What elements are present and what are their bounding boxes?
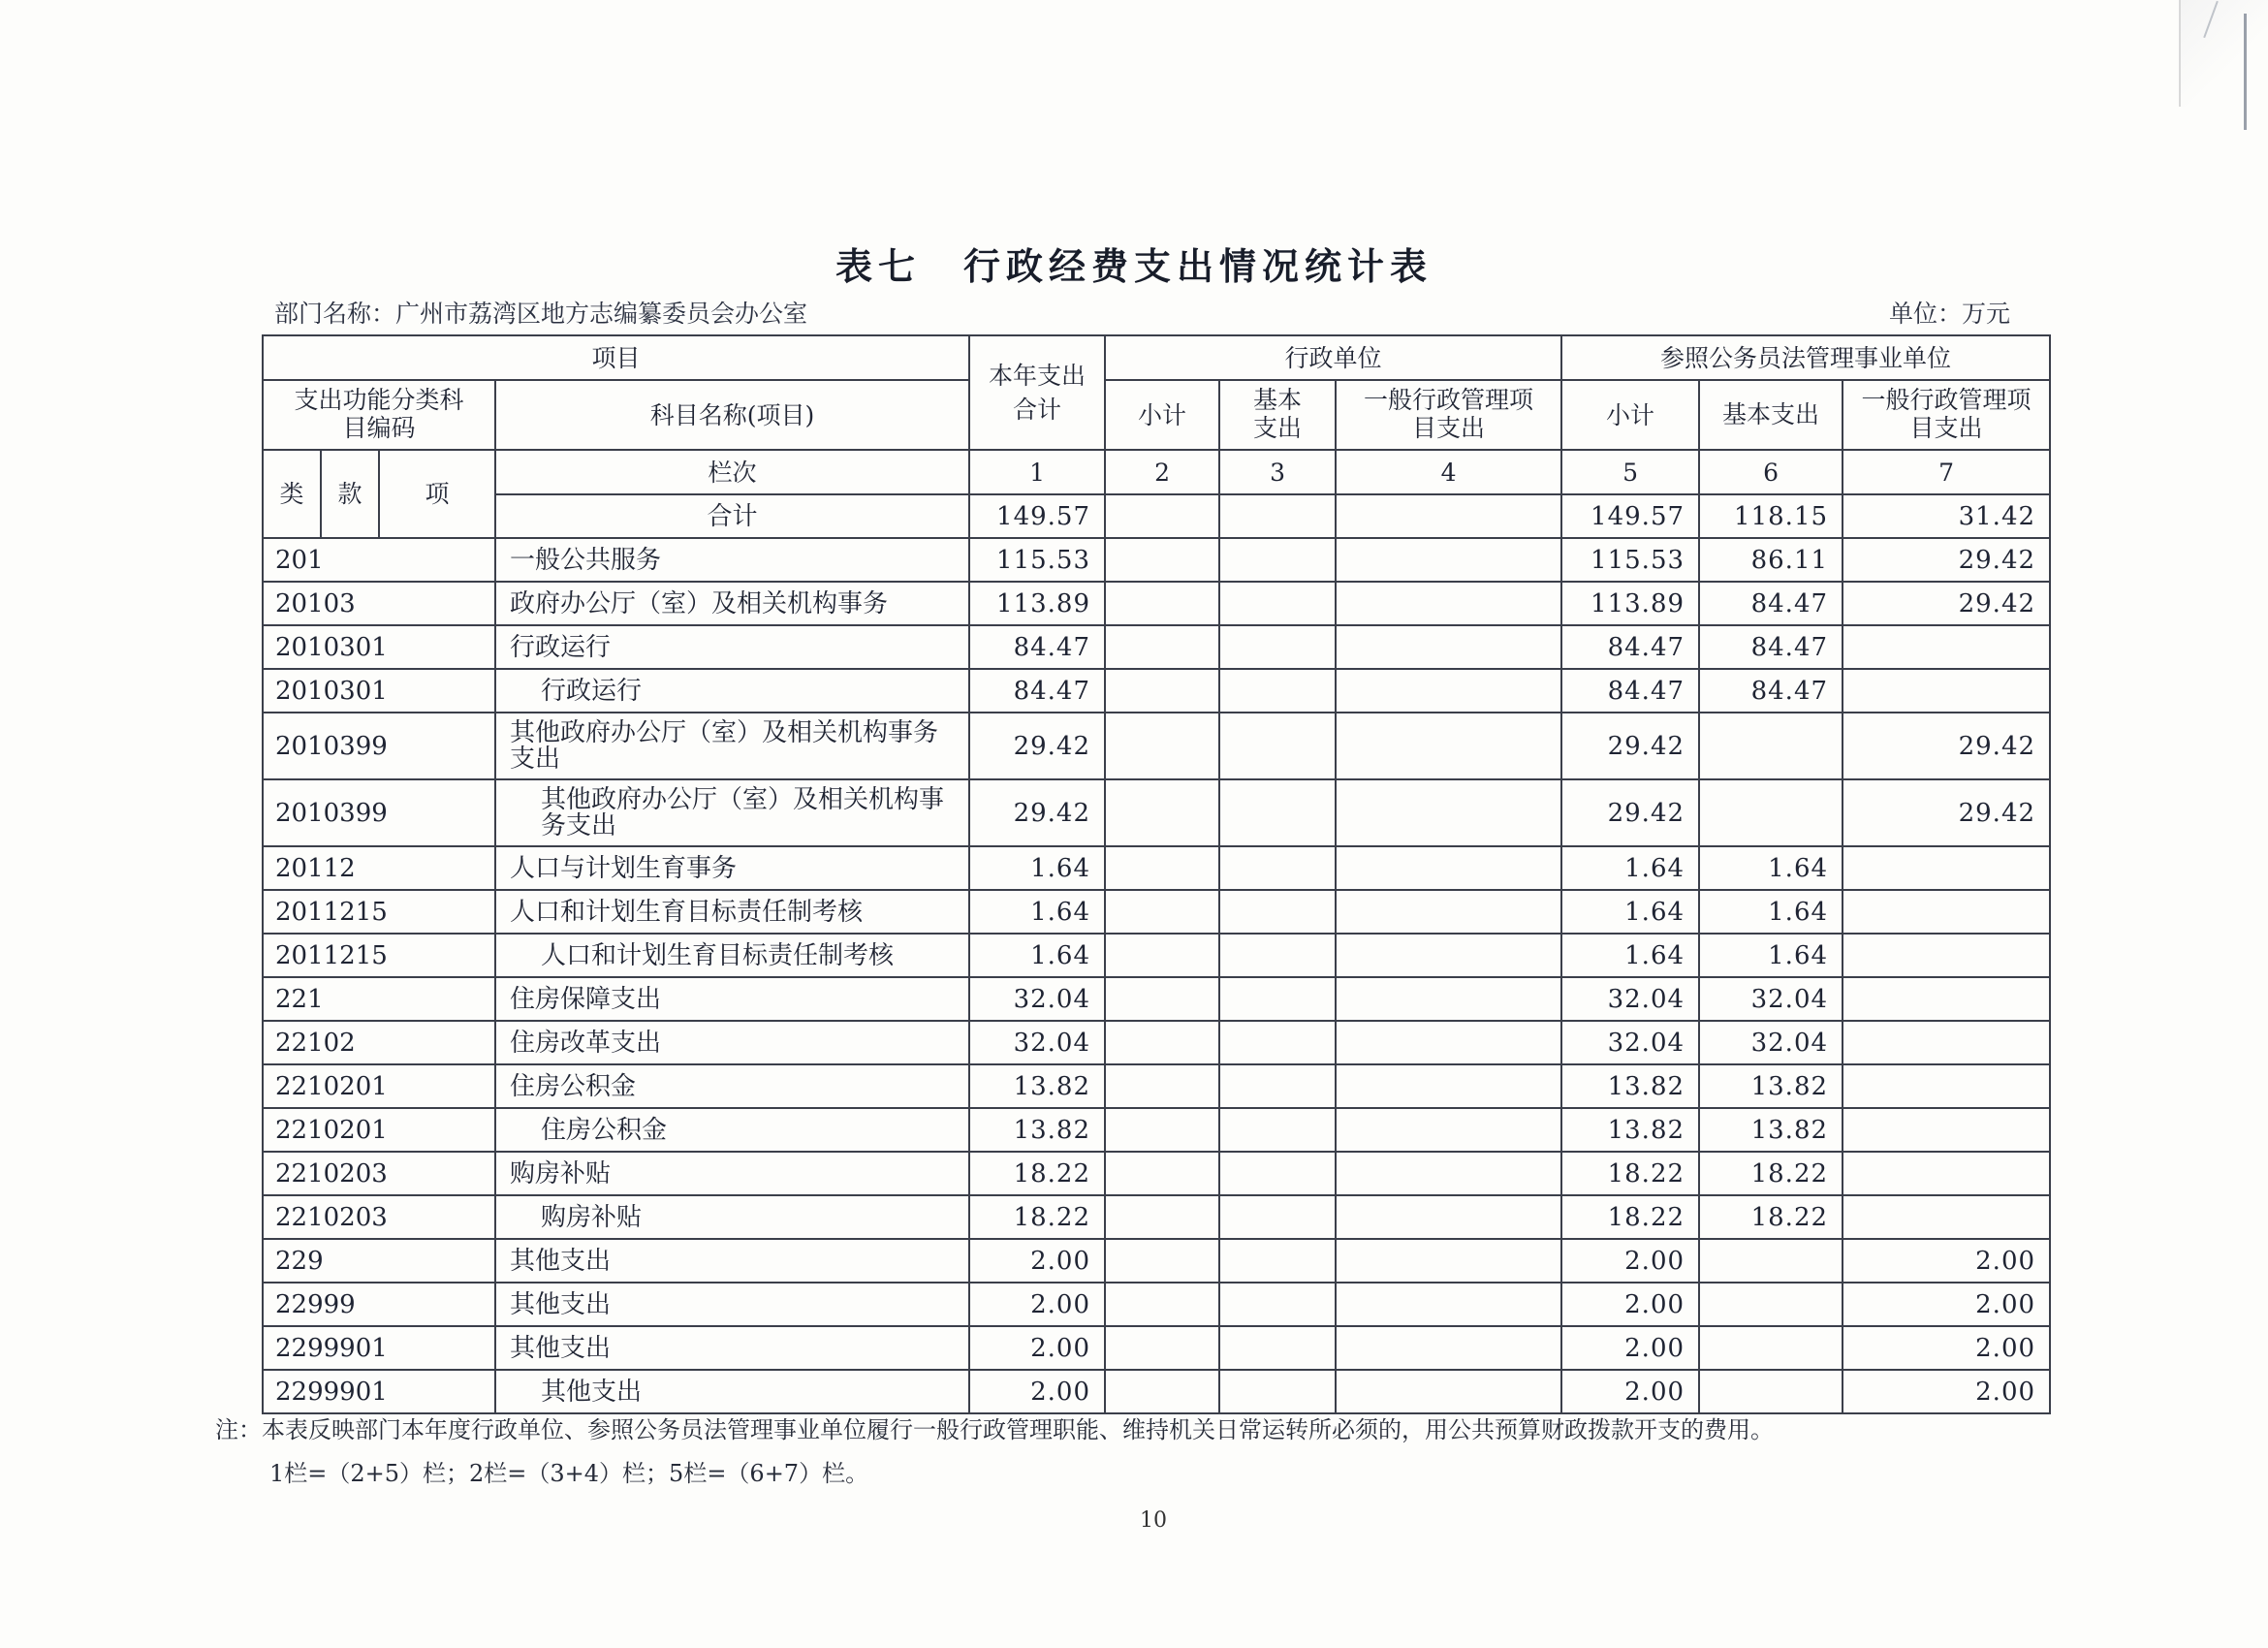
row-c3 (1219, 1370, 1336, 1413)
header-kuan: 款 (321, 450, 379, 538)
column-order-row (263, 450, 2050, 494)
table-row (263, 1108, 2050, 1152)
row-c5: 32.04 (1561, 977, 1699, 1021)
row-name: 住房公积金 (495, 1108, 969, 1152)
row-name: 人口和计划生育目标责任制考核 (495, 890, 969, 934)
header-lei: 类 (263, 450, 321, 538)
row-c6: 1.64 (1699, 934, 1843, 977)
row-c1: 2.00 (969, 1326, 1105, 1370)
table-row (263, 846, 2050, 890)
header-ref-units: 参照公务员法管理事业单位 (1561, 335, 2050, 380)
row-name: 住房保障支出 (495, 977, 969, 1021)
row-c2 (1105, 713, 1219, 779)
row-c6 (1699, 1326, 1843, 1370)
row-c1: 1.64 (969, 846, 1105, 890)
row-name: 人口和计划生育目标责任制考核 (495, 934, 969, 977)
row-c1: 18.22 (969, 1152, 1105, 1195)
row-c1: 29.42 (969, 779, 1105, 846)
scan-edge-mark (2244, 14, 2247, 130)
row-c2 (1105, 1370, 1219, 1413)
row-c5: 1.64 (1561, 846, 1699, 890)
row-c5: 29.42 (1561, 713, 1699, 779)
row-c5: 13.82 (1561, 1064, 1699, 1108)
row-c5: 18.22 (1561, 1195, 1699, 1239)
row-c4 (1336, 1283, 1561, 1326)
row-name: 行政运行 (495, 669, 969, 713)
header-row-1 (263, 335, 2050, 380)
row-c6 (1699, 779, 1843, 846)
table-row (263, 538, 2050, 582)
page-number: 10 (1140, 1508, 1167, 1533)
total-c3 (1219, 494, 1336, 538)
row-c2 (1105, 1152, 1219, 1195)
row-c5: 2.00 (1561, 1239, 1699, 1283)
footnote: 注：本表反映部门本年度行政单位、参照公务员法管理事业单位履行一般行政管理职能、维持机关日常运转所必须的，用公共预算财政拨款开支的费用。 (215, 1416, 1774, 1443)
column-number: 1 (969, 450, 1105, 494)
row-code: 2210201 (263, 1108, 495, 1152)
row-c3 (1219, 1326, 1336, 1370)
row-code: 2010399 (263, 779, 495, 846)
table-row (263, 625, 2050, 669)
row-c6 (1699, 1239, 1843, 1283)
row-c7 (1843, 977, 2050, 1021)
row-c1: 32.04 (969, 1021, 1105, 1064)
row-c6: 86.11 (1699, 538, 1843, 582)
row-c2 (1105, 1064, 1219, 1108)
row-c7 (1843, 1152, 2050, 1195)
row-name: 政府办公厅（室）及相关机构事务 (495, 582, 969, 625)
table-row (263, 582, 2050, 625)
row-c7: 2.00 (1843, 1370, 2050, 1413)
row-c6: 1.64 (1699, 890, 1843, 934)
row-c2 (1105, 779, 1219, 846)
row-c3 (1219, 846, 1336, 890)
header-subtotal-ref: 小计 (1561, 380, 1699, 450)
row-c7: 29.42 (1843, 582, 2050, 625)
row-c3 (1219, 890, 1336, 934)
row-c6: 84.47 (1699, 582, 1843, 625)
row-c1: 13.82 (969, 1064, 1105, 1108)
row-c6 (1699, 713, 1843, 779)
row-c3 (1219, 1283, 1336, 1326)
row-c4 (1336, 582, 1561, 625)
table-row (263, 934, 2050, 977)
row-code: 2299901 (263, 1370, 495, 1413)
row-name: 其他支出 (495, 1283, 969, 1326)
row-c6: 13.82 (1699, 1108, 1843, 1152)
row-c5: 13.82 (1561, 1108, 1699, 1152)
row-c4 (1336, 1239, 1561, 1283)
row-c2 (1105, 934, 1219, 977)
row-c2 (1105, 1239, 1219, 1283)
row-code: 201 (263, 538, 495, 582)
table-row (263, 669, 2050, 713)
row-c4 (1336, 1021, 1561, 1064)
column-order-label: 栏次 (495, 450, 969, 494)
row-c5: 32.04 (1561, 1021, 1699, 1064)
row-name: 行政运行 (495, 625, 969, 669)
row-c3 (1219, 582, 1336, 625)
row-c4 (1336, 625, 1561, 669)
row-c1: 29.42 (969, 713, 1105, 779)
row-c3 (1219, 1195, 1336, 1239)
row-c6: 32.04 (1699, 977, 1843, 1021)
row-c1: 1.64 (969, 890, 1105, 934)
row-c2 (1105, 846, 1219, 890)
table-row (263, 1326, 2050, 1370)
column-number: 7 (1843, 450, 2050, 494)
unit-label: 单位：万元 (1889, 300, 2011, 328)
row-c7: 29.42 (1843, 538, 2050, 582)
header-code: 支出功能分类科目编码 (263, 380, 495, 450)
total-c6: 118.15 (1699, 494, 1843, 538)
table-row (263, 1195, 2050, 1239)
row-c4 (1336, 1326, 1561, 1370)
row-c4 (1336, 669, 1561, 713)
row-name: 其他支出 (495, 1239, 969, 1283)
row-c7 (1843, 625, 2050, 669)
department-name: 部门名称：广州市荔湾区地方志编纂委员会办公室 (274, 300, 808, 328)
row-c1: 84.47 (969, 625, 1105, 669)
row-c4 (1336, 1195, 1561, 1239)
row-c6: 84.47 (1699, 625, 1843, 669)
header-xiang: 项 (379, 450, 495, 538)
row-c2 (1105, 1108, 1219, 1152)
table-row (263, 1239, 2050, 1283)
row-c3 (1219, 625, 1336, 669)
row-c1: 84.47 (969, 669, 1105, 713)
header-general-ref: 一般行政管理项目支出 (1843, 380, 2050, 450)
row-c6 (1699, 1283, 1843, 1326)
row-c5: 115.53 (1561, 538, 1699, 582)
table-row (263, 1021, 2050, 1064)
row-c4 (1336, 890, 1561, 934)
row-code: 22102 (263, 1021, 495, 1064)
row-code: 2011215 (263, 890, 495, 934)
row-name: 其他支出 (495, 1370, 969, 1413)
row-c7: 29.42 (1843, 779, 2050, 846)
row-c3 (1219, 538, 1336, 582)
row-c4 (1336, 846, 1561, 890)
row-c1: 2.00 (969, 1283, 1105, 1326)
row-c4 (1336, 713, 1561, 779)
row-c4 (1336, 934, 1561, 977)
row-c1: 113.89 (969, 582, 1105, 625)
header-basic-admin: 基本支出 (1219, 380, 1336, 450)
row-code: 22999 (263, 1283, 495, 1326)
row-c7: 2.00 (1843, 1283, 2050, 1326)
row-c2 (1105, 625, 1219, 669)
row-c6: 13.82 (1699, 1064, 1843, 1108)
column-number: 6 (1699, 450, 1843, 494)
row-c3 (1219, 1021, 1336, 1064)
row-code: 2210201 (263, 1064, 495, 1108)
row-c5: 1.64 (1561, 890, 1699, 934)
row-c4 (1336, 779, 1561, 846)
row-c4 (1336, 1108, 1561, 1152)
expenditure-table (262, 334, 2051, 1414)
header-basic-ref: 基本支出 (1699, 380, 1843, 450)
row-c3 (1219, 1064, 1336, 1108)
row-c3 (1219, 1152, 1336, 1195)
row-c1: 115.53 (969, 538, 1105, 582)
column-number: 3 (1219, 450, 1336, 494)
row-c4 (1336, 538, 1561, 582)
row-name: 购房补贴 (495, 1152, 969, 1195)
row-c5: 84.47 (1561, 625, 1699, 669)
row-c6: 32.04 (1699, 1021, 1843, 1064)
header-subtotal-admin: 小计 (1105, 380, 1219, 450)
table-row (263, 977, 2050, 1021)
row-c2 (1105, 1021, 1219, 1064)
total-label: 合计 (495, 494, 969, 538)
row-name: 人口与计划生育事务 (495, 846, 969, 890)
row-name: 一般公共服务 (495, 538, 969, 582)
row-c2 (1105, 1195, 1219, 1239)
header-row-2 (263, 380, 2050, 450)
row-c6 (1699, 1370, 1843, 1413)
table-row (263, 1152, 2050, 1195)
row-code: 2010399 (263, 713, 495, 779)
row-c7: 29.42 (1843, 713, 2050, 779)
header-name: 科目名称(项目) (495, 380, 969, 450)
column-number: 5 (1561, 450, 1699, 494)
row-c5: 2.00 (1561, 1326, 1699, 1370)
scanned-page-corner (2179, 0, 2268, 107)
table-row (263, 1370, 2050, 1413)
total-c2 (1105, 494, 1219, 538)
total-row (263, 494, 2050, 538)
row-c3 (1219, 1108, 1336, 1152)
row-c5: 2.00 (1561, 1283, 1699, 1326)
column-number: 2 (1105, 450, 1219, 494)
row-c5: 2.00 (1561, 1370, 1699, 1413)
row-c1: 13.82 (969, 1108, 1105, 1152)
header-project: 项目 (263, 335, 969, 380)
row-c1: 1.64 (969, 934, 1105, 977)
row-c3 (1219, 669, 1336, 713)
header-admin-units: 行政单位 (1105, 335, 1561, 380)
table-row (263, 713, 2050, 779)
row-c2 (1105, 890, 1219, 934)
row-c2 (1105, 582, 1219, 625)
row-code: 2011215 (263, 934, 495, 977)
row-c6: 18.22 (1699, 1152, 1843, 1195)
total-c7: 31.42 (1843, 494, 2050, 538)
row-c7 (1843, 1195, 2050, 1239)
row-c7 (1843, 1021, 2050, 1064)
header-general-admin: 一般行政管理项目支出 (1336, 380, 1561, 450)
row-name: 其他政府办公厅（室）及相关机构事务支出 (495, 779, 969, 846)
row-c7: 2.00 (1843, 1239, 2050, 1283)
row-c1: 32.04 (969, 977, 1105, 1021)
table-row (263, 1283, 2050, 1326)
header-total: 本年支出合计 (969, 335, 1105, 450)
row-name: 其他支出 (495, 1326, 969, 1370)
row-c7 (1843, 1108, 2050, 1152)
table-row (263, 890, 2050, 934)
row-c1: 2.00 (969, 1239, 1105, 1283)
row-c4 (1336, 1152, 1561, 1195)
row-c3 (1219, 779, 1336, 846)
row-c3 (1219, 934, 1336, 977)
total-c4 (1336, 494, 1561, 538)
row-name: 购房补贴 (495, 1195, 969, 1239)
row-c2 (1105, 1283, 1219, 1326)
row-code: 20103 (263, 582, 495, 625)
row-code: 2010301 (263, 669, 495, 713)
table-body (263, 538, 2050, 1413)
row-c3 (1219, 1239, 1336, 1283)
row-c5: 113.89 (1561, 582, 1699, 625)
row-c7 (1843, 934, 2050, 977)
row-c6: 84.47 (1699, 669, 1843, 713)
row-c4 (1336, 977, 1561, 1021)
row-code: 2210203 (263, 1195, 495, 1239)
row-code: 229 (263, 1239, 495, 1283)
row-c1: 2.00 (969, 1370, 1105, 1413)
table-row (263, 1064, 2050, 1108)
row-c2 (1105, 669, 1219, 713)
row-c6: 1.64 (1699, 846, 1843, 890)
footnote-formula: 1栏=（2+5）栏；2栏=（3+4）栏；5栏=（6+7）栏。 (269, 1460, 869, 1487)
row-code: 2299901 (263, 1326, 495, 1370)
row-c5: 18.22 (1561, 1152, 1699, 1195)
row-code: 2010301 (263, 625, 495, 669)
row-c2 (1105, 1326, 1219, 1370)
column-number: 4 (1336, 450, 1561, 494)
row-code: 221 (263, 977, 495, 1021)
table-row (263, 779, 2050, 846)
row-c4 (1336, 1370, 1561, 1413)
row-c3 (1219, 977, 1336, 1021)
row-c7 (1843, 846, 2050, 890)
row-c7 (1843, 1064, 2050, 1108)
row-name: 其他政府办公厅（室）及相关机构事务支出 (495, 713, 969, 779)
row-c7 (1843, 669, 2050, 713)
row-c3 (1219, 713, 1336, 779)
total-c1: 149.57 (969, 494, 1105, 538)
row-code: 20112 (263, 846, 495, 890)
row-c4 (1336, 1064, 1561, 1108)
row-c5: 1.64 (1561, 934, 1699, 977)
row-c6: 18.22 (1699, 1195, 1843, 1239)
row-c2 (1105, 538, 1219, 582)
row-c7: 2.00 (1843, 1326, 2050, 1370)
row-c7 (1843, 890, 2050, 934)
row-c2 (1105, 977, 1219, 1021)
row-c5: 84.47 (1561, 669, 1699, 713)
row-code: 2210203 (263, 1152, 495, 1195)
row-name: 住房公积金 (495, 1064, 969, 1108)
page-title: 表七 行政经费支出情况统计表 (835, 244, 1433, 288)
total-c5: 149.57 (1561, 494, 1699, 538)
row-c5: 29.42 (1561, 779, 1699, 846)
row-c1: 18.22 (969, 1195, 1105, 1239)
row-name: 住房改革支出 (495, 1021, 969, 1064)
